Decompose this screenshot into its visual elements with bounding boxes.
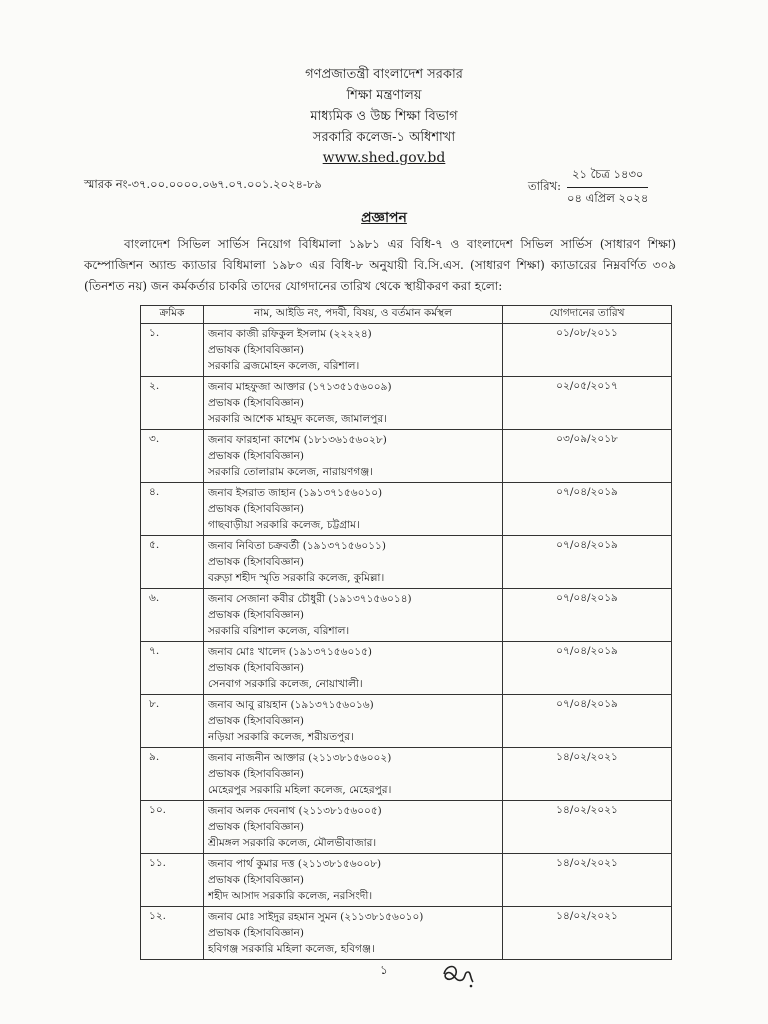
officer-name: জনাব পার্থ কুমার দত্ত (২১১৩৮১৫৬০০৮) — [208, 858, 382, 870]
page-number: ১ — [380, 963, 388, 977]
officer-post: প্রভাষক (হিসাববিজ্ঞান) — [208, 662, 304, 674]
notice-title: প্রজ্ঞাপন — [361, 210, 407, 226]
table-row — [141, 748, 672, 801]
details-cell — [204, 430, 503, 483]
joining-date-cell: ১৪/০২/২০২১ — [503, 854, 672, 907]
table-row — [141, 589, 672, 642]
table-row — [141, 695, 672, 748]
officer-post: প্রভাষক (হিসাববিজ্ঞান) — [208, 344, 304, 356]
details-cell — [204, 589, 503, 642]
details-cell — [204, 642, 503, 695]
header-details: নাম, আইডি নং, পদবী, বিষয়, ও বর্তমান কর্মস্থল — [204, 306, 503, 324]
letterhead — [0, 64, 768, 169]
header-joining-date: যোগদানের তারিখ — [503, 306, 672, 324]
joining-date-cell: ০৩/০৯/২০১৮ — [503, 430, 672, 483]
officer-name: জনাব ফারহানা কাশেম (১৮১৩৬১৫৬০২৮) — [208, 434, 387, 446]
officer-workplace: সরকারি ব্রজমোহন কলেজ, বরিশাল। — [208, 360, 360, 372]
serial-cell: ১২. — [141, 907, 204, 960]
table-row — [141, 801, 672, 854]
officer-table — [140, 305, 672, 960]
header-serial: ক্রমিক — [141, 306, 204, 324]
serial-cell: ৩. — [141, 430, 204, 483]
joining-date-cell: ১৪/০২/২০২১ — [503, 907, 672, 960]
officer-post: প্রভাষক (হিসাববিজ্ঞান) — [208, 768, 304, 780]
serial-cell: ২. — [141, 377, 204, 430]
details-cell — [204, 483, 503, 536]
joining-date-cell: ০৭/০৪/২০১৯ — [503, 695, 672, 748]
table-row — [141, 907, 672, 960]
officer-post: প্রভাষক (হিসাববিজ্ঞান) — [208, 715, 304, 727]
table-row — [141, 324, 672, 377]
officer-workplace: সরকারি তোলারাম কলেজ, নারায়ণগঞ্জ। — [208, 466, 373, 478]
officer-post: প্রভাষক (হিসাববিজ্ঞান) — [208, 503, 304, 515]
joining-date-cell: ০৭/০৪/২০১৯ — [503, 536, 672, 589]
officer-name: জনাব মোঃ সাইদুর রহমান সুমন (২১১৩৮১৫৬০১০) — [208, 911, 424, 923]
officer-name: জনাব আবু রায়হান (১৯১৩৭১৫৬০১৬) — [208, 699, 374, 711]
date-english: ০৪ এপ্রিল ২০২৪ — [567, 191, 649, 205]
officer-name: জনাব মোঃ খালেদ (১৯১৩৭১৫৬০১৫) — [208, 646, 372, 658]
serial-cell: ১০. — [141, 801, 204, 854]
joining-date-cell: ১৪/০২/২০২১ — [503, 801, 672, 854]
officer-workplace: হবিগঞ্জ সরকারি মহিলা কলেজ, হবিগঞ্জ। — [208, 943, 375, 955]
officer-workplace: সেনবাগ সরকারি কলেজ, নোয়াখালী। — [208, 678, 363, 690]
serial-cell: ১. — [141, 324, 204, 377]
division-name: মাধ্যমিক ও উচ্চ শিক্ষা বিভাগ — [310, 109, 458, 124]
joining-date-cell: ০৭/০৪/২০১৯ — [503, 642, 672, 695]
officer-name: জনাব নিবিতা চক্রবর্তী (১৯১৩৭১৫৬০১১) — [208, 540, 386, 552]
date-bangla: ২১ চৈত্র ১৪৩০ — [567, 166, 648, 188]
serial-cell: ৮. — [141, 695, 204, 748]
details-cell — [204, 907, 503, 960]
date-label: তারিখ: — [528, 179, 562, 193]
joining-date-cell: ০২/০৫/২০১৭ — [503, 377, 672, 430]
joining-date-cell: ১৪/০২/২০২১ — [503, 748, 672, 801]
officer-workplace: মেহেরপুর সরকারি মহিলা কলেজ, মেহেরপুর। — [208, 784, 392, 796]
officer-post: প্রভাষক (হিসাববিজ্ঞান) — [208, 609, 304, 621]
officer-name: জনাব মাহফুজা আক্তার (১৭১৩৫১৫৬০০৯) — [208, 381, 392, 393]
officer-name: জনাব নাজনীন আক্তার (২১১৩৮১৫৬০০২) — [208, 752, 392, 764]
details-cell — [204, 801, 503, 854]
memo-number: স্মারক নং-৩৭.০০.০০০০.০৬৭.০৭.০০১.২০২৪-৮৯ — [84, 177, 322, 191]
details-cell — [204, 748, 503, 801]
officer-workplace: শহীদ আসাদ সরকারি কলেজ, নরসিংদী। — [208, 890, 373, 902]
date-values — [567, 166, 648, 209]
table-row — [141, 854, 672, 907]
table-row — [141, 377, 672, 430]
details-cell — [204, 854, 503, 907]
officer-post: প্রভাষক (হিসাববিজ্ঞান) — [208, 450, 304, 462]
officer-name: জনাব সেজানা কবীর চৌধুরী (১৯১৩৭১৫৬০১৪) — [208, 593, 412, 605]
serial-cell: ৭. — [141, 642, 204, 695]
officer-post: প্রভাষক (হিসাববিজ্ঞান) — [208, 397, 304, 409]
ministry-name: শিক্ষা মন্ত্রণালয় — [346, 88, 422, 103]
government-name: গণপ্রজাতন্ত্রী বাংলাদেশ সরকার — [305, 67, 463, 82]
website-link[interactable]: www.shed.gov.bd — [322, 150, 446, 166]
joining-date-cell: ০৭/০৪/২০১৯ — [503, 483, 672, 536]
details-cell — [204, 324, 503, 377]
serial-cell: ৯. — [141, 748, 204, 801]
officer-post: প্রভাষক (হিসাববিজ্ঞান) — [208, 556, 304, 568]
officer-name: জনাব ইসরাত জাহান (১৯১৩৭১৫৬০১০) — [208, 487, 383, 499]
joining-date-cell: ০১/০৮/২০১১ — [503, 324, 672, 377]
handwritten-initial-signature — [440, 960, 476, 990]
table-row — [141, 642, 672, 695]
officer-workplace: সরকারি বরিশাল কলেজ, বরিশাল। — [208, 625, 350, 637]
details-cell — [204, 536, 503, 589]
details-cell — [204, 695, 503, 748]
section-name: সরকারি কলেজ-১ অধিশাখা — [312, 130, 456, 145]
serial-cell: ৬. — [141, 589, 204, 642]
serial-cell: ৪. — [141, 483, 204, 536]
officer-post: প্রভাষক (হিসাববিজ্ঞান) — [208, 874, 304, 886]
table-row — [141, 483, 672, 536]
serial-cell: ৫. — [141, 536, 204, 589]
joining-date-cell: ০৭/০৪/২০১৯ — [503, 589, 672, 642]
officer-post: প্রভাষক (হিসাববিজ্ঞান) — [208, 927, 304, 939]
notice-body: বাংলাদেশ সিভিল সার্ভিস নিয়োগ বিধিমালা ১৯৮১ এর বিধি-৭ ও বাংলাদেশ সিভিল সার্ভিস (সাধারণ শিক্ষা) কম্পোজিশন অ্যান্ড ক্যাডার বিধিমালা ১৯৮০ এর বিধি-৮ অনুযায়ী বি.সি.এস. (সাধারণ শিক্ষা) ক্যাডারের নিম্নবর্ণিত ৩০৯ (তিনশত নয়) জন কর্মকর্তার চাকরি তাদের যোগদানের তারিখ থেকে স্থায়ীকরণ করা হলো: — [84, 237, 676, 293]
officer-name: জনাব কাজী রফিকুল ইসলাম (২২২২৪) — [208, 328, 372, 340]
officer-workplace: সরকারি আশেক মাহমুদ কলেজ, জামালপুর। — [208, 413, 387, 425]
table-row — [141, 536, 672, 589]
officer-name: জনাব অলক দেবনাথ (২১১৩৮১৫৬০০৫) — [208, 805, 382, 817]
officer-workplace: গাছবাড়ীয়া সরকারি কলেজ, চট্টগ্রাম। — [208, 519, 360, 531]
table-row — [141, 430, 672, 483]
officer-workplace: শ্রীমঙ্গল সরকারি কলেজ, মৌলভীবাজার। — [208, 837, 377, 849]
details-cell — [204, 377, 503, 430]
officer-post: প্রভাষক (হিসাববিজ্ঞান) — [208, 821, 304, 833]
table-header-row — [141, 306, 672, 324]
serial-cell: ১১. — [141, 854, 204, 907]
date-block — [528, 166, 648, 209]
officer-workplace: বরুড়া শহীদ স্মৃতি সরকারি কলেজ, কুমিল্লা। — [208, 572, 385, 584]
officer-workplace: নড়িয়া সরকারি কলেজ, শরীয়তপুর। — [208, 731, 354, 743]
